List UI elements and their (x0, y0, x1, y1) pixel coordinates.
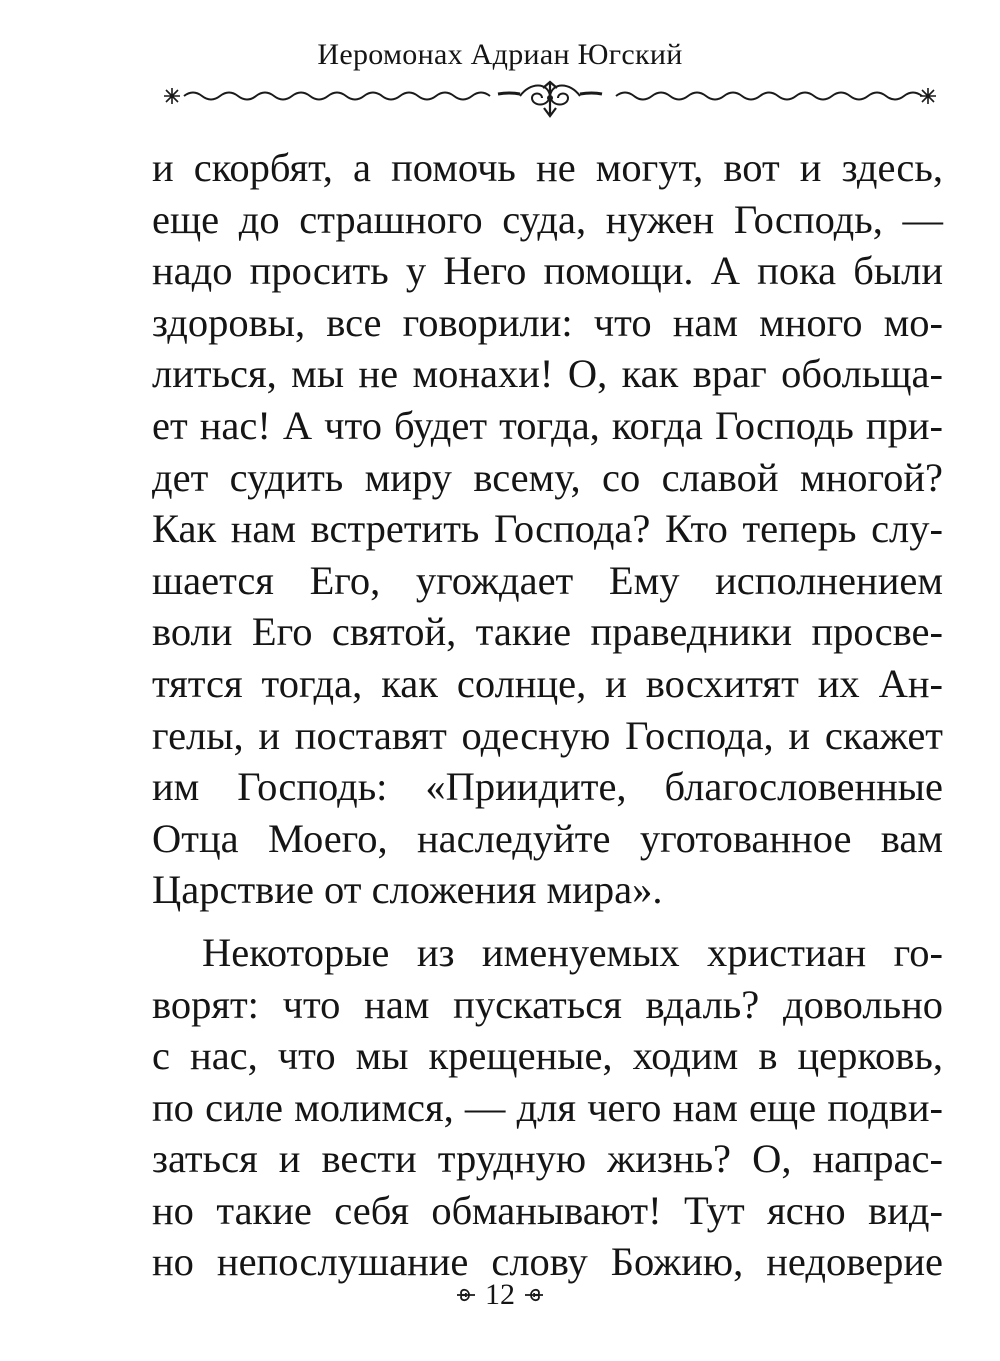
text-line: с нас, что мы крещеные, ходим в церковь, (152, 1033, 943, 1079)
text-line: шается Его, угождает Ему исполнением (152, 557, 943, 603)
page-number: 12 (485, 1278, 515, 1311)
text-line: гелы, и поставят одесную Господа, и скажет (152, 712, 943, 758)
paragraph-1 (152, 142, 943, 916)
text-line: ет нас! А что будет тогда, когда Господь при- (152, 402, 943, 448)
running-header: Иеромонах Адриан Югский (317, 38, 683, 71)
text-line: дет судить миру всему, со славой многой? (152, 454, 943, 500)
paragraph-2 (152, 927, 943, 1288)
text-line: литься, мы не монахи! О, как враг обольща- (152, 351, 943, 397)
text-line: заться и вести трудную жизнь? О, напрас- (152, 1136, 943, 1182)
text-line: но непослушание слову Божию, недоверие (152, 1239, 943, 1285)
text-line: тятся тогда, как солнце, и восхитят их Ан- (152, 660, 943, 706)
left-flourish-icon (455, 1284, 477, 1306)
text-line: и скорбят, а помочь не могут, вот и здесь, (152, 145, 943, 190)
text-line: ворят: что нам пускаться вдаль? довольно (152, 981, 943, 1027)
text-line: по силе молимся, — для чего нам еще подви- (152, 1084, 943, 1130)
text-line: им Господь: «Приидите, благословенные (152, 764, 943, 810)
right-flourish-icon (523, 1284, 545, 1306)
text-line: еще до страшного суда, нужен Господь, — (152, 196, 943, 242)
header-ornament-divider (150, 78, 950, 126)
page-footer (0, 1278, 1000, 1312)
text-line: Отца Моего, наследуйте уготованное вам (152, 815, 943, 861)
text-line: Как нам встретить Господа? Кто теперь слу- (152, 506, 943, 552)
text-line: но такие себя обманывают! Тут ясно вид- (152, 1187, 943, 1233)
text-line: надо просить у Него помощи. А пока были (152, 248, 943, 294)
text-line: Царствие от сложения мира». (152, 867, 663, 913)
text-line: воли Его святой, такие праведники просве- (152, 609, 943, 655)
text-line: здоровы, все говорили: что нам много мо- (152, 299, 943, 345)
text-line: Некоторые из именуемых христиан го- (202, 929, 943, 975)
body-text (152, 142, 943, 1288)
